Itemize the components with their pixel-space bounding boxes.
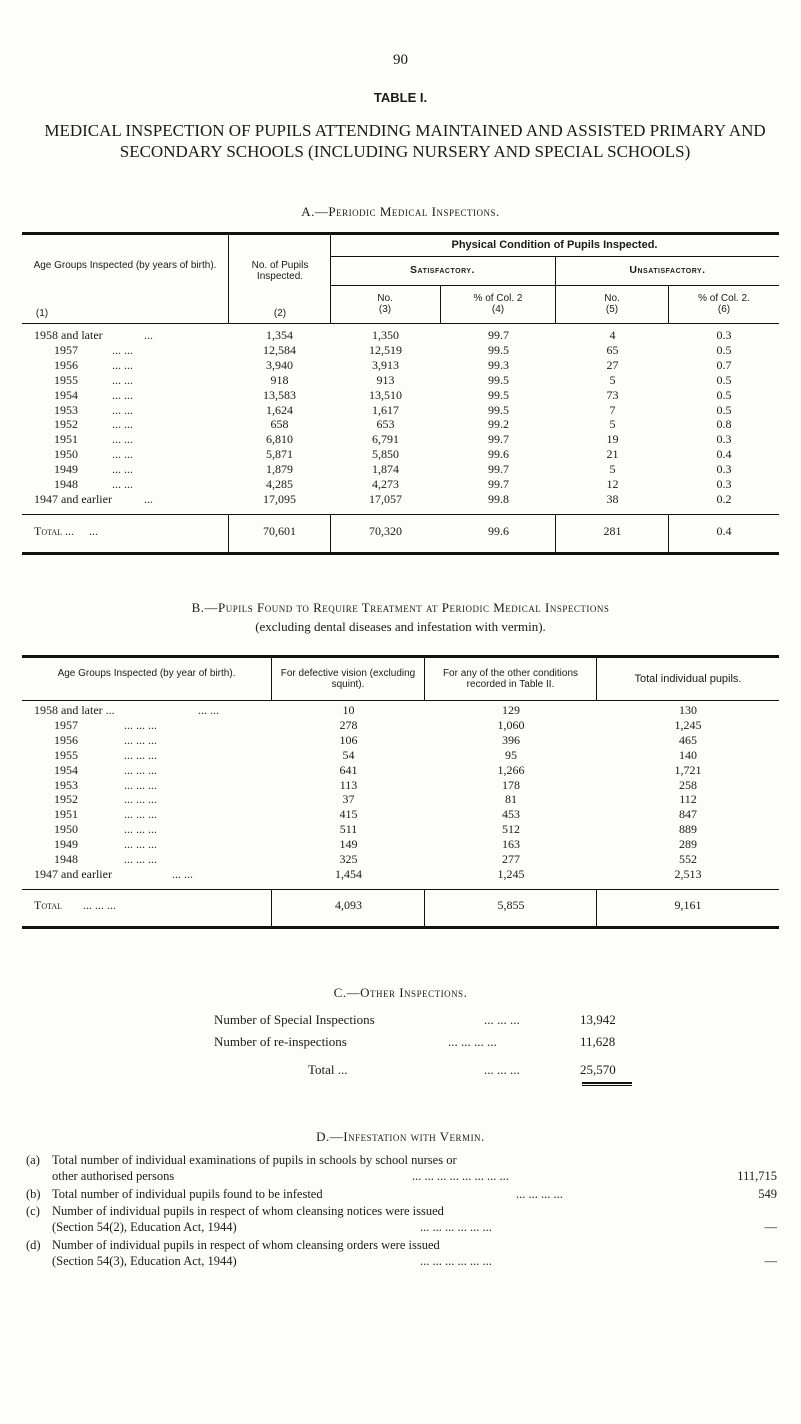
sat-pct-cell: 99.5 <box>488 372 509 387</box>
age-label: 1955 <box>54 747 78 762</box>
table-row <box>22 343 779 358</box>
age-label: 1947 and earlier <box>34 491 112 506</box>
age-cell <box>22 358 229 373</box>
b-total-vision: 4,093 <box>335 898 362 912</box>
other-cell: 163 <box>502 837 520 852</box>
c-item-special-label: Number of Special Inspections <box>214 1012 375 1027</box>
vision-cell: 10 <box>342 703 355 717</box>
unsat-pct-cell: 0.7 <box>716 357 732 372</box>
c-item-reinspect-label: Number of re-inspections <box>214 1034 347 1049</box>
age-cell <box>22 718 272 733</box>
total-cell: 130 <box>679 703 697 717</box>
d-item-c-value: — <box>764 1220 777 1234</box>
unsat-no-cell: 4 <box>609 328 616 342</box>
age-label: 1957 <box>54 342 78 357</box>
leader-dots: ... ... ... ... ... ... <box>420 1254 492 1268</box>
vision-cell: 37 <box>342 792 355 807</box>
unsat-pct-cell: 0.5 <box>716 402 732 417</box>
col3-header <box>330 293 440 315</box>
age-cell <box>22 822 272 837</box>
table-a-vline <box>228 235 229 323</box>
age-label: 1949 <box>54 837 78 852</box>
table-b-header-rule <box>22 700 779 701</box>
total-cell: 258 <box>679 777 697 792</box>
total-cell: 289 <box>679 837 697 852</box>
d-item-d-line1: Number of individual pupils in respect of whom cleansing orders were issued <box>52 1238 440 1252</box>
col6-header <box>669 293 779 315</box>
leader-dots: ... <box>89 524 99 538</box>
sat-no-cell: 13,510 <box>369 387 402 402</box>
age-label: 1957 <box>54 717 78 732</box>
age-label: 1948 <box>54 852 78 867</box>
unsat-pct-cell: 0.5 <box>716 387 732 402</box>
d-item-a-value: 111,715 <box>737 1169 777 1183</box>
age-label: 1958 and later <box>34 328 103 342</box>
other-cell: 129 <box>502 703 520 717</box>
leader-dots: ... ... ... ... <box>448 1034 497 1049</box>
sat-no-cell: 17,057 <box>369 491 402 506</box>
d-item-c-line2: (Section 54(2), Education Act, 1944) <box>52 1220 237 1234</box>
age-label: 1950 <box>54 447 78 462</box>
leader-dots: ... ... ... <box>124 717 157 732</box>
table-row <box>22 373 779 388</box>
leader-dots: ... ... ... ... <box>516 1187 563 1201</box>
leader-dots: ... ... ... <box>124 732 157 747</box>
leader-dots: ... ... ... <box>124 807 157 822</box>
age-label: 1956 <box>54 357 78 372</box>
total-cell: 465 <box>679 732 697 747</box>
vision-cell: 113 <box>339 777 358 792</box>
inspected-cell: 3,940 <box>266 357 293 372</box>
vision-cell: 325 <box>339 852 358 867</box>
age-cell <box>22 703 272 718</box>
c-total-underline <box>582 1082 632 1084</box>
b-col-other-header: For any of the other conditions recorded in Table II. <box>442 668 579 690</box>
d-item-d-marker: (d) <box>26 1238 41 1252</box>
table-row <box>22 837 779 852</box>
d-item-a-line2: other authorised persons <box>52 1169 175 1183</box>
other-cell: 512 <box>502 822 520 837</box>
total-unsat-pct: 0.4 <box>716 524 732 538</box>
vision-cell: 278 <box>339 717 358 732</box>
table-row <box>22 328 779 343</box>
age-label: 1949 <box>54 462 78 477</box>
other-cell: 1,060 <box>497 717 525 732</box>
sat-pct-cell: 99.5 <box>488 387 509 402</box>
inspected-cell: 4,285 <box>266 477 293 492</box>
leader-dots: ... ... <box>112 417 133 432</box>
leader-dots: ... ... ... <box>124 792 157 807</box>
table-a-total-row <box>22 524 779 539</box>
d-item-d-line2: (Section 54(3), Education Act, 1944) <box>52 1254 237 1268</box>
total-label <box>22 524 229 539</box>
table-a-total-rule <box>22 514 779 515</box>
d-item-a-line1: Total number of individual examinations of pupils in schools by school nurses or <box>52 1153 457 1167</box>
leader-dots: ... ... <box>112 402 133 417</box>
age-cell <box>22 852 272 867</box>
age-label: 1955 <box>54 372 78 387</box>
c-total-underline <box>582 1085 632 1086</box>
other-cell: 178 <box>502 777 520 792</box>
sat-no-cell: 1,874 <box>372 462 399 477</box>
age-cell <box>22 462 229 477</box>
age-cell <box>22 792 272 807</box>
unsat-pct-cell: 0.5 <box>716 342 732 357</box>
age-cell <box>22 432 229 447</box>
sat-pct-cell: 99.6 <box>488 447 509 462</box>
other-cell: 95 <box>505 747 517 762</box>
leader-dots: ... ... ... <box>124 777 157 792</box>
vision-cell: 511 <box>339 822 358 837</box>
table-row <box>22 778 779 793</box>
vision-cell: 415 <box>339 807 358 822</box>
vision-cell: 54 <box>342 747 355 762</box>
sat-pct-cell: 99.5 <box>488 402 509 417</box>
sat-pct-cell: 99.2 <box>488 417 509 432</box>
sat-pct-cell: 99.7 <box>488 477 509 492</box>
d-item-b-marker: (b) <box>26 1187 41 1201</box>
col3-number: (3) <box>378 304 392 315</box>
table-row <box>22 358 779 373</box>
age-label: 1947 and earlier <box>34 866 112 881</box>
other-cell: 1,245 <box>497 866 525 881</box>
table-a-top-rule <box>22 232 779 235</box>
total-cell: 140 <box>679 747 697 762</box>
table-a-rule <box>330 285 779 286</box>
other-cell: 396 <box>502 732 520 747</box>
section-c-heading: C.—Other Inspections. <box>333 985 468 1000</box>
unsat-no-cell: 38 <box>606 491 619 506</box>
table-b-top-rule <box>22 655 779 658</box>
inspected-cell: 5,871 <box>266 447 293 462</box>
page-title: MEDICAL INSPECTION OF PUPILS ATTENDING MAINTAINED AND ASSISTED PRIMARY AND SECONDARY SCHOOLS (INCLUDING NURSERY AND SPECIAL SCHOOLS) <box>44 121 766 161</box>
total-cell: 2,513 <box>674 866 702 881</box>
other-cell: 277 <box>502 852 520 867</box>
age-label: 1958 and later ... <box>34 703 115 717</box>
total-cell: 112 <box>679 792 697 807</box>
d-item-b-value: 549 <box>758 1187 777 1201</box>
inspected-cell: 1,354 <box>266 328 293 342</box>
table-row <box>22 703 779 718</box>
total-sat-no: 70,320 <box>369 524 402 538</box>
col4-number: (4) <box>491 304 505 315</box>
sat-pct-cell: 99.7 <box>488 432 509 447</box>
leader-dots: ... ... ... <box>124 852 157 867</box>
c-item-special-value: 13,942 <box>580 1012 616 1027</box>
table-a-header-rule <box>22 323 779 324</box>
age-label: 1952 <box>54 792 78 807</box>
age-cell <box>22 373 229 388</box>
sat-no-cell: 1,350 <box>372 328 399 342</box>
unsatisfactory-header: Unsatisfactory. <box>629 264 706 276</box>
age-label: 1956 <box>54 732 78 747</box>
unsat-no-cell: 12 <box>606 477 619 492</box>
sat-pct-cell: 99.7 <box>488 328 509 342</box>
table-row <box>22 807 779 822</box>
table-row <box>22 763 779 778</box>
section-a-heading: A.—Periodic Medical Inspections. <box>301 204 500 219</box>
total-sat-pct: 99.6 <box>488 524 509 538</box>
age-cell <box>22 328 229 343</box>
unsat-no-cell: 27 <box>606 357 619 372</box>
section-d-heading: D.—Infestation with Vermin. <box>316 1129 485 1144</box>
inspected-cell: 918 <box>270 372 289 387</box>
b-total-label <box>22 898 272 913</box>
sat-no-cell: 653 <box>376 417 395 432</box>
age-label: 1951 <box>54 807 78 822</box>
vision-cell: 1,454 <box>335 866 362 881</box>
leader-dots: ... ... <box>112 357 133 372</box>
col6-number: (6) <box>717 304 731 315</box>
inspected-cell: 658 <box>270 417 289 432</box>
leader-dots: ... ... <box>112 447 133 462</box>
b-col-age-header: Age Groups Inspected (by year of birth). <box>57 668 236 679</box>
total-label-text: Total ... <box>34 524 75 538</box>
inspected-cell: 6,810 <box>266 432 293 447</box>
leader-dots: ... ... <box>112 462 133 477</box>
age-label: 1950 <box>54 822 78 837</box>
age-label: 1951 <box>54 432 78 447</box>
table-row <box>22 822 779 837</box>
age-cell <box>22 343 229 358</box>
col4-header <box>441 293 555 315</box>
table-row <box>22 852 779 867</box>
table-row <box>22 867 779 882</box>
unsat-no-cell: 5 <box>609 417 616 432</box>
d-item-a-marker: (a) <box>26 1153 40 1167</box>
age-label: 1953 <box>54 777 78 792</box>
inspected-cell: 13,583 <box>263 387 296 402</box>
leader-dots: ... ... <box>112 342 133 357</box>
table-row <box>22 403 779 418</box>
b-total-label-text: Total <box>34 898 63 912</box>
unsat-no-cell: 7 <box>609 402 616 417</box>
vision-cell: 149 <box>339 837 358 852</box>
vision-cell: 106 <box>339 732 358 747</box>
unsat-pct-cell: 0.3 <box>716 432 732 447</box>
c-item-reinspect-value: 11,628 <box>580 1034 616 1049</box>
b-total-other: 5,855 <box>497 898 525 912</box>
inspected-cell: 12,584 <box>263 342 296 357</box>
unsat-pct-cell: 0.8 <box>716 417 732 432</box>
total-cell: 1,245 <box>674 717 702 732</box>
sat-no-cell: 1,617 <box>372 402 399 417</box>
c-total-label: Total ... <box>308 1062 348 1077</box>
col-inspected-number: (2) <box>273 308 287 319</box>
age-cell <box>22 837 272 852</box>
table-row <box>22 792 779 807</box>
total-cell: 1,721 <box>674 762 702 777</box>
b-total-total: 9,161 <box>674 898 702 912</box>
table-row <box>22 718 779 733</box>
satisfactory-header: Satisfactory. <box>410 264 475 276</box>
age-cell <box>22 763 272 778</box>
age-cell <box>22 748 272 763</box>
unsat-pct-cell: 0.3 <box>716 477 732 492</box>
leader-dots: ... <box>144 491 153 506</box>
age-label: 1952 <box>54 417 78 432</box>
sat-pct-cell: 99.5 <box>488 342 509 357</box>
table-row <box>22 432 779 447</box>
table-b-total-row <box>22 898 779 913</box>
leader-dots: ... <box>144 328 153 342</box>
unsat-pct-cell: 0.2 <box>716 491 732 506</box>
unsat-no-cell: 5 <box>609 372 616 387</box>
leader-dots: ... ... ... <box>83 898 117 912</box>
other-cell: 1,266 <box>497 762 525 777</box>
table-row <box>22 388 779 403</box>
unsat-no-cell: 73 <box>606 387 619 402</box>
sat-no-cell: 3,913 <box>372 357 399 372</box>
leader-dots: ... ... <box>112 372 133 387</box>
vision-cell: 641 <box>339 762 358 777</box>
leader-dots: ... ... <box>112 387 133 402</box>
unsat-no-cell: 5 <box>609 462 616 477</box>
table-row <box>22 462 779 477</box>
other-cell: 453 <box>502 807 520 822</box>
table-b-body <box>22 703 779 882</box>
age-label: 1953 <box>54 402 78 417</box>
age-cell <box>22 447 229 462</box>
b-col-total-header: Total individual pupils. <box>634 673 742 685</box>
sat-no-cell: 12,519 <box>369 342 402 357</box>
col-inspected-header: No. of Pupils Inspected. <box>251 260 309 282</box>
unsat-no-cell: 21 <box>606 447 619 462</box>
table-a-bottom-rule <box>22 552 779 555</box>
page-number: 90 <box>393 52 408 68</box>
leader-dots: ... ... ... <box>484 1062 520 1077</box>
section-b-heading: B.—Pupils Found to Require Treatment at Periodic Medical Inspections <box>191 600 610 615</box>
sat-pct-cell: 99.8 <box>488 491 509 506</box>
leader-dots: ... ... ... ... ... ... ... ... <box>412 1169 509 1183</box>
table-a-body <box>22 328 779 507</box>
col5-number: (5) <box>605 304 619 315</box>
age-label: 1948 <box>54 477 78 492</box>
sat-no-cell: 5,850 <box>372 447 399 462</box>
section-b-subheading: (excluding dental diseases and infestation with vermin). <box>255 619 546 634</box>
leader-dots: ... ... <box>112 477 133 492</box>
leader-dots: ... ... ... <box>124 747 157 762</box>
age-label: 1954 <box>54 762 78 777</box>
table-row <box>22 733 779 748</box>
leader-dots: ... ... ... <box>124 837 157 852</box>
age-cell <box>22 733 272 748</box>
unsat-no-cell: 19 <box>606 432 619 447</box>
leader-dots: ... ... ... <box>124 822 157 837</box>
table-label: TABLE I. <box>373 90 428 105</box>
leader-dots: ... ... ... ... ... ... <box>420 1220 492 1234</box>
leader-dots: ... ... ... <box>484 1012 520 1027</box>
unsat-pct-cell: 0.4 <box>716 447 732 462</box>
total-cell: 889 <box>679 822 697 837</box>
col4-label: % of Col. 2 <box>473 293 523 304</box>
b-col-vision-header: For defective vision (excluding squint). <box>280 668 416 690</box>
d-item-d-value: — <box>764 1254 777 1268</box>
col-age-number: (1) <box>35 308 49 319</box>
other-cell: 81 <box>505 792 517 807</box>
col5-label: No. <box>604 293 620 304</box>
inspected-cell: 1,879 <box>266 462 293 477</box>
col5-header <box>556 293 668 315</box>
age-cell <box>22 417 229 432</box>
sat-no-cell: 4,273 <box>372 477 399 492</box>
age-cell <box>22 388 229 403</box>
sat-pct-cell: 99.3 <box>488 357 509 372</box>
total-cell: 847 <box>679 807 697 822</box>
leader-dots: ... ... ... <box>124 762 157 777</box>
table-row <box>22 492 779 507</box>
sat-no-cell: 6,791 <box>372 432 399 447</box>
unsat-pct-cell: 0.3 <box>716 328 732 342</box>
total-inspected: 70,601 <box>263 524 296 538</box>
total-unsat-no: 281 <box>603 524 622 538</box>
table-b-bottom-rule <box>22 926 779 929</box>
age-cell <box>22 807 272 822</box>
d-item-c-marker: (c) <box>26 1204 40 1218</box>
age-cell <box>22 403 229 418</box>
leader-dots: ... ... <box>198 703 219 717</box>
inspected-cell: 17,095 <box>263 491 296 506</box>
table-row <box>22 447 779 462</box>
age-cell <box>22 867 272 882</box>
sat-pct-cell: 99.7 <box>488 462 509 477</box>
inspected-cell: 1,624 <box>266 402 293 417</box>
c-total-value: 25,570 <box>580 1062 616 1077</box>
unsat-no-cell: 65 <box>606 342 619 357</box>
d-item-c-line1: Number of individual pupils in respect of whom cleansing notices were issued <box>52 1204 444 1218</box>
total-cell: 552 <box>679 852 697 867</box>
age-cell <box>22 778 272 793</box>
table-b-total-rule <box>22 889 779 890</box>
unsat-pct-cell: 0.3 <box>716 462 732 477</box>
leader-dots: ... ... <box>172 866 193 881</box>
d-item-b-line1: Total number of individual pupils found to be infested <box>52 1187 323 1201</box>
col6-label: % of Col. 2. <box>698 293 750 304</box>
table-row <box>22 748 779 763</box>
table-row <box>22 417 779 432</box>
col3-label: No. <box>377 293 393 304</box>
age-cell <box>22 477 229 492</box>
sat-no-cell: 913 <box>376 372 395 387</box>
table-row <box>22 477 779 492</box>
leader-dots: ... ... <box>112 432 133 447</box>
age-cell <box>22 492 229 507</box>
physical-condition-header: Physical Condition of Pupils Inspected. <box>451 239 658 251</box>
age-label: 1954 <box>54 387 78 402</box>
unsat-pct-cell: 0.5 <box>716 372 732 387</box>
col-age-header: Age Groups Inspected (by years of birth). <box>33 260 217 271</box>
